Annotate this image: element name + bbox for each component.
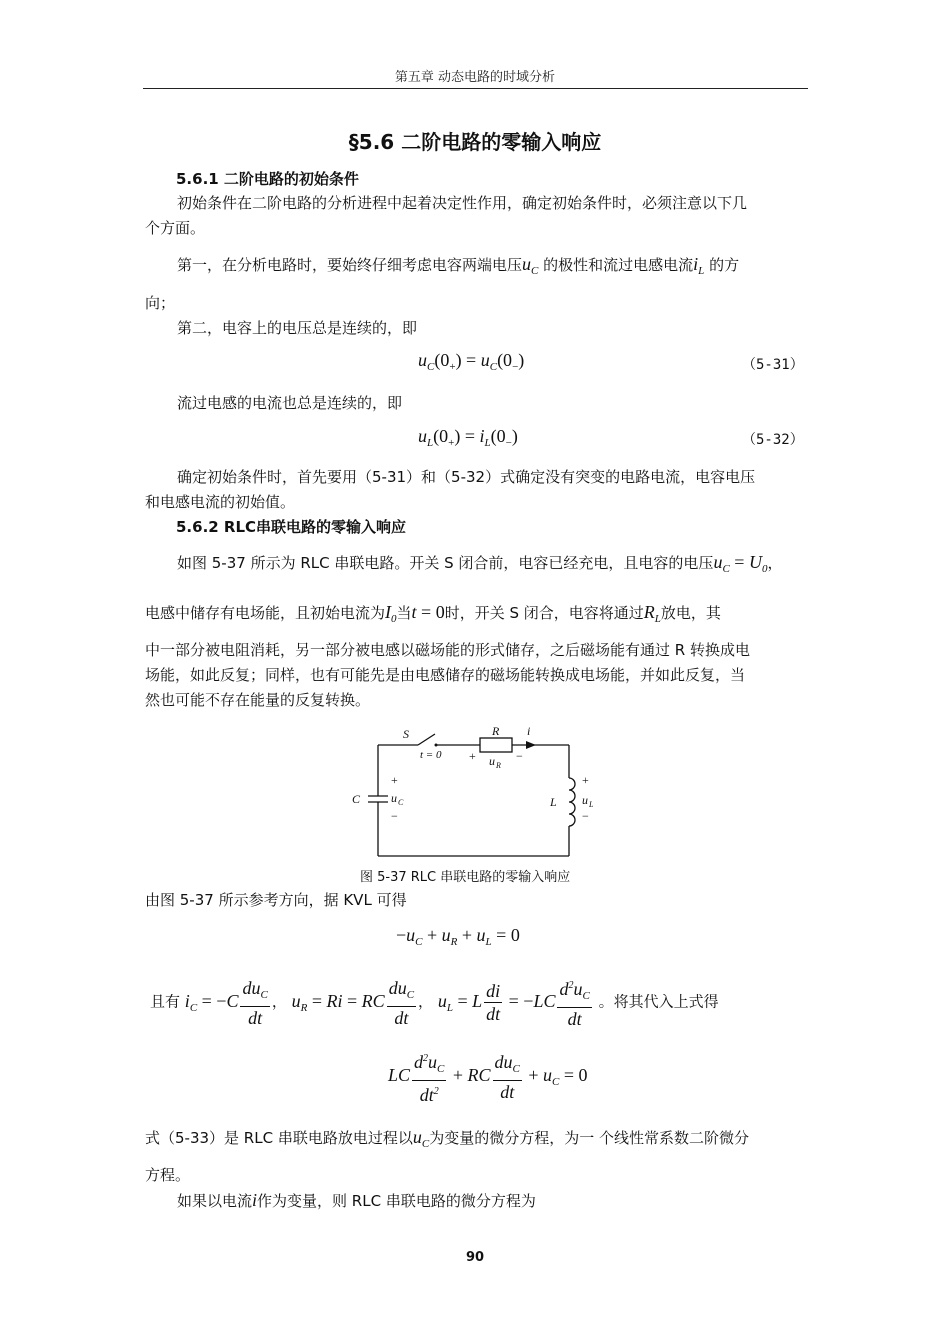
paragraph-line: 中一部分被电阻消耗，另一部分被电感以磁场能的形式储存，之后磁场能有通过 R 转换成电: [145, 641, 750, 659]
paragraph-line: 且有 $i_C = -C$ $\frac{du_C}{dt}$ ， $u_R = Ri$ = RC $\frac{du_C}{dt}$ ， $u_L = L$ $\frac{di}{dt}$ = −LC $\frac{d^2u_C}{dt}$ 。将其代入上式得: [150, 975, 719, 1030]
equation-uR: $u_R = Ri$ = RC $\frac{du_C}{dt}$: [291, 977, 415, 1028]
text-span: 放电，其: [660, 604, 721, 622]
equation-5-33: LC $\frac{d^2u_C}{dt^2}$ + RC $\frac{du_C}{dt}$ + $u_C = 0$: [388, 1048, 588, 1106]
label-minus: −: [582, 809, 589, 823]
symbol-uC: $u_C$: [412, 1127, 430, 1150]
paragraph-line: 第二，电容上的电压总是连续的，即: [177, 319, 418, 337]
label-uL: u: [582, 793, 588, 807]
symbol-RL: $R_L$: [643, 602, 661, 625]
paragraph-line: [145, 1125, 749, 1156]
equation-number: （5-32）: [742, 432, 804, 448]
label-R: R: [492, 724, 500, 738]
label-i: i: [527, 724, 531, 738]
label-uC: u: [391, 791, 397, 805]
label-t0: t = 0: [420, 749, 442, 761]
text-span: 第一，在分析电路时，要始终仔细考虑电容两端电压: [177, 256, 523, 274]
label-uR: u: [489, 754, 495, 768]
equation-inline: $u_C = U_0$: [713, 552, 768, 575]
paragraph-line: 初始条件在二阶电路的分析进程中起着决定性作用，确定初始条件时，必须注意以下几: [177, 194, 748, 212]
equation-inline: t = 0: [411, 602, 445, 622]
label-plus: +: [391, 773, 398, 787]
page-number: 90: [465, 1250, 485, 1265]
text-span: 且有: [150, 992, 181, 1011]
switch-blade: [418, 734, 435, 745]
label-S: S: [403, 727, 409, 741]
switch-contact: [435, 744, 438, 747]
label-uL-sub: L: [589, 800, 594, 809]
paragraph-line: [145, 600, 721, 631]
label-plus: +: [469, 749, 476, 763]
equation-5-31: $u_C(0_+) = u_C(0_-)$: [418, 350, 525, 373]
paragraph-line: 个方面。: [145, 219, 206, 237]
text-span: 的极性和流过电感电流: [543, 256, 694, 274]
paragraph-line: 方程。: [145, 1166, 191, 1184]
paragraph-line: 然也可能不存在能量的反复转换。: [145, 691, 371, 709]
text-span: 如果以电流: [177, 1192, 253, 1210]
symbol-I0: $I_0$: [385, 602, 397, 625]
label-C: C: [352, 792, 361, 806]
symbol-iL: $i_L$: [693, 254, 705, 277]
paragraph-line: 流过电感的电流也总是连续的，即: [177, 394, 403, 412]
text-span: 式（5-33）是 RLC 串联电路放电过程以: [145, 1129, 413, 1147]
text-span: 作为变量，则 RLC 串联电路的微分方程为: [257, 1192, 536, 1210]
paragraph-line: 场能，如此反复；同样，也有可能先是由电感储存的磁场能转换成电场能，并如此反复，当: [145, 666, 746, 684]
label-L: L: [550, 795, 557, 809]
label-uR-sub: R: [496, 761, 501, 770]
resistor-symbol: [480, 738, 512, 752]
equation-iC: $i_C = -C$ $\frac{du_C}{dt}$: [184, 977, 268, 1028]
equation-uL: $u_L = L$ $\frac{di}{dt}$ = −LC $\frac{d^2u_C}{dt}$: [438, 991, 594, 1011]
paragraph-line: 和电感电流的初始值。: [145, 493, 296, 511]
text-span: 当: [396, 604, 412, 622]
text-span: 。将其代入上式得: [598, 992, 719, 1011]
text-span: 如图 5-37 所示为 RLC 串联电路。开关 S 闭合前，电容已经充电，且电容的电压: [177, 554, 714, 572]
equation-number: （5-31）: [742, 357, 804, 373]
text-span: 时，开关 S 闭合，电容将通过: [444, 604, 644, 622]
text-span: 电感中储存有电场能，且初始电流为: [145, 604, 386, 622]
text-span: ，: [767, 554, 783, 572]
text-span: 为变量的微分方程，为一 个线性常系数二阶微分: [429, 1129, 749, 1147]
running-header: 第五章 动态电路的时域分析: [394, 70, 556, 85]
equation-kvl: $-u_C + u_R + u_L = 0$: [396, 925, 520, 948]
header-rule: [143, 88, 808, 89]
subsection-heading-2: 5.6.2 RLC串联电路的零输入响应: [176, 518, 407, 536]
label-plus: +: [582, 773, 589, 787]
paragraph-line: 向；: [145, 294, 176, 312]
paragraph-line: [177, 252, 739, 283]
symbol-uC: $u_C$: [522, 254, 539, 277]
inductor-symbol: [569, 778, 575, 826]
subsection-heading-1: 5.6.1 二阶电路的初始条件: [176, 170, 359, 188]
label-minus: −: [391, 809, 398, 823]
text-span: 的方: [709, 256, 740, 274]
paragraph-line: 确定初始条件时，首先要用（5-31）和（5-32）式确定没有突变的电路电流，电容电压: [177, 468, 756, 486]
symbol-i: i: [252, 1190, 258, 1210]
paragraph-line: 由图 5-37 所示参考方向，据 KVL 可得: [145, 891, 407, 909]
label-minus: −: [516, 749, 523, 763]
paragraph-line: [177, 1188, 536, 1213]
figure-caption: 图 5-37 RLC 串联电路的零输入响应: [360, 870, 571, 885]
section-title: §5.6 二阶电路的零输入响应: [348, 130, 602, 154]
current-arrow: [526, 741, 536, 749]
paragraph-line: [177, 550, 782, 581]
rlc-circuit-diagram: [340, 720, 610, 865]
equation-5-32: $u_L(0_+) = i_L(0_-)$: [418, 426, 518, 449]
label-uC-sub: C: [398, 798, 404, 807]
